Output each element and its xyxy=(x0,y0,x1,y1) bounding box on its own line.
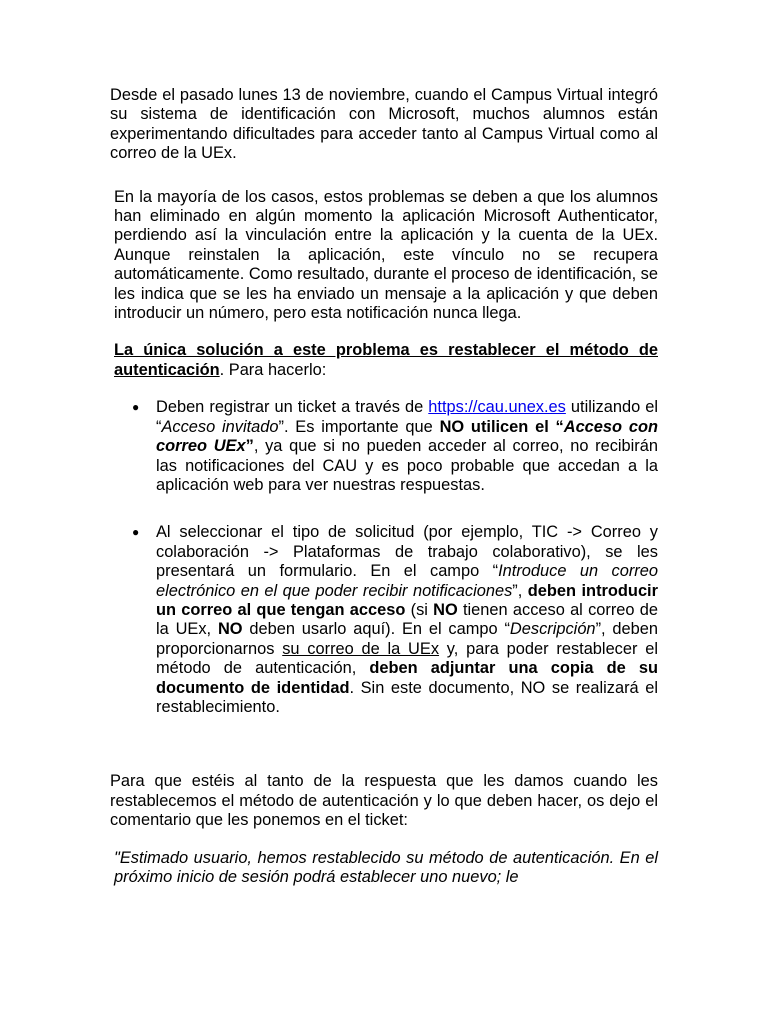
bullet-icon: ● xyxy=(132,400,140,415)
field-name-email: Introduce un correo electrónico en el que poder recibir notificaciones xyxy=(156,562,658,600)
list-item-form-instructions xyxy=(110,523,658,717)
paragraph-intro: Desde el pasado lunes 13 de noviembre, cuando el Campus Virtual integró su sistema de identificación con Microsoft, muchos alumnos están experimentando dificultades para acceder tanto al Campus Virtual como al correo de la UEx. xyxy=(110,86,658,163)
text-segment: (si xyxy=(405,600,434,619)
warning-text: NO utilicen el “ xyxy=(439,417,564,436)
underlined-email-text: su correo de la UEx xyxy=(282,639,440,658)
text-segment: ”, deben proporcionarnos xyxy=(156,620,658,658)
document-body xyxy=(110,86,658,887)
bold-no: NO xyxy=(433,600,458,619)
bold-no: NO xyxy=(217,620,243,639)
text-segment: Al seleccionar el tipo de solicitud (por ejemplo, TIC -> Correo y colaboración -> Plataformas de trabajo colaborativo), se les presentará un formulario. En el campo “ xyxy=(156,523,658,581)
text-segment: deben usarlo aquí). En el campo “ xyxy=(242,620,510,639)
instruction-list xyxy=(110,398,658,717)
text-segment: , ya que si no pueden acceder al correo, no recibirán las notificaciones del CAU y es poco probable que accedan a la aplicación web para ver nuestras respuestas. xyxy=(156,437,659,494)
text-segment: ”, xyxy=(512,581,528,600)
paragraph-solution xyxy=(110,341,658,380)
uex-access-text: Acceso con correo UEx xyxy=(156,417,658,456)
paragraph-ticket-comment: Para que estéis al tanto de la respuesta que les damos cuando les restablecemos el método de autenticación y lo que deben hacer, os dejo el comentario que les ponemos en el ticket: xyxy=(110,772,658,830)
bold-id-document: deben adjuntar una copia de su documento de identidad xyxy=(156,659,658,697)
text-segment: . Sin este documento, NO se realizará el restablecimiento. xyxy=(156,678,659,716)
solution-highlight: La única solución a este problema es restablecer el método de autenticación xyxy=(114,341,658,379)
text-segment: ”. Es importante que xyxy=(278,417,440,436)
bold-instruction: deben introducir un correo al que tengan acceso xyxy=(156,581,658,619)
bullet-icon: ● xyxy=(132,525,140,540)
text-segment: y, para poder restablecer el método de autenticación, xyxy=(156,639,658,678)
cau-link[interactable]: https://cau.unex.es xyxy=(428,398,566,417)
text-segment: tienen acceso al correo de la UEx, xyxy=(156,600,658,639)
paragraph-cause: En la mayoría de los casos, estos problemas se deben a que los alumnos han eliminado en algún momento la aplicación Microsoft Authenticator, perdiendo así la vinculación entre la aplicación y la cuenta de la UEx. Aunque reinstalen la aplicación, este vínculo no se recupera automáticamente. Como resultado, durante el proceso de identificación, se les indica que se les ha enviado un mensaje a la aplicación y que deben introducir un número, pero esta notificación nunca llega. xyxy=(114,187,658,323)
list-item-register-ticket xyxy=(110,398,658,495)
text-segment: utilizando el “ xyxy=(156,398,658,436)
warning-text-end: ” xyxy=(245,437,254,456)
text-segment: Deben registrar un ticket a través de xyxy=(156,398,429,417)
guest-access-text: Acceso invitado xyxy=(161,417,279,436)
field-name-description: Descripción xyxy=(509,620,596,639)
paragraph-quote: "Estimado usuario, hemos restablecido su método de autenticación. En el próximo inicio de sesión podrá establecer uno nuevo; le xyxy=(114,848,658,886)
solution-rest: . Para hacerlo: xyxy=(219,360,327,379)
